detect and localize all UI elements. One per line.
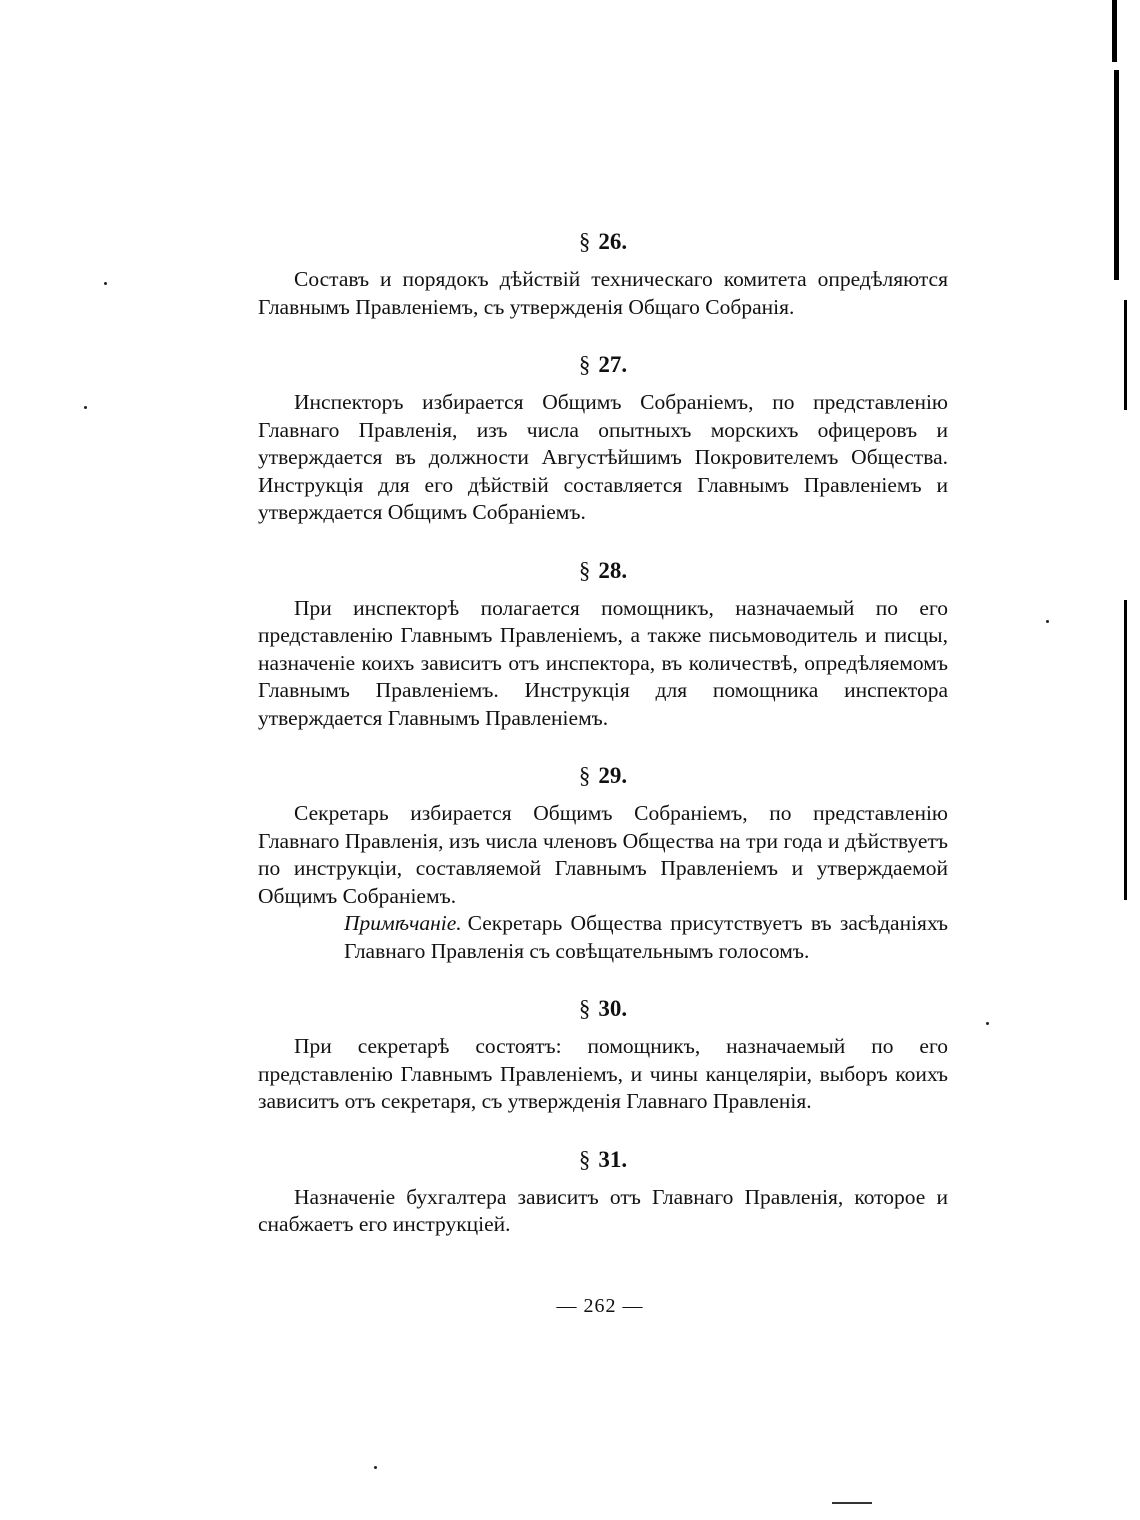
section-mark: § bbox=[578, 996, 591, 1021]
paragraph: При секретарѣ состоятъ: помощникъ, назначаемый по его представленію Главнымъ Правленіемъ, и чины канцеляріи, выборъ коихъ зависитъ отъ секретаря, съ утвержденія Главнаго Правленія. bbox=[258, 1034, 948, 1113]
section-heading bbox=[258, 991, 948, 1027]
section-mark: § bbox=[578, 229, 591, 254]
scan-edge-line bbox=[1124, 300, 1127, 410]
paragraph: Секретарь избирается Общимъ Собраніемъ, по представленію Главнаго Правленія, изъ числа членовъ Общества на три года и дѣйствуетъ по инструкціи, составляемой Главнымъ Правленіемъ и утверждаемой Общимъ Собраніемъ. bbox=[258, 801, 948, 908]
scan-edge-line bbox=[1112, 0, 1117, 62]
section-heading bbox=[258, 224, 948, 260]
section-27 bbox=[258, 347, 948, 527]
text-column bbox=[258, 224, 948, 1239]
section-heading bbox=[258, 347, 948, 383]
note-text: Секретарь Общества присутствуетъ въ засѣданіяхъ Главнаго Правленія съ совѣщательнымъ голосомъ. bbox=[344, 911, 948, 963]
speck bbox=[986, 1022, 989, 1025]
speck bbox=[374, 1466, 377, 1469]
section-mark: § bbox=[578, 557, 591, 583]
paragraph: Составъ и порядокъ дѣйствій техническаго комитета опредѣляются Главнымъ Правленіемъ, съ утвержденія Общаго Собранія. bbox=[258, 267, 948, 319]
section-heading bbox=[258, 1142, 948, 1178]
section-number: 29. bbox=[598, 763, 628, 788]
section-mark: § bbox=[578, 763, 591, 788]
scan-edge-line bbox=[1114, 70, 1119, 280]
paragraph: При инспекторѣ полагается помощникъ, назначаемый по его представленію Главнымъ Правленіемъ, а также письмоводитель и писцы, назначеніе коихъ зависитъ отъ инспектора, въ количествѣ, опредѣляемомъ Главнымъ Правленіемъ. Инструкція для помощника инспектора утверждается Главнымъ Правленіемъ. bbox=[258, 595, 948, 730]
scan-edge-line bbox=[1124, 600, 1127, 900]
paragraph: Назначеніе бухгалтера зависитъ отъ Главнаго Правленія, которое и снабжаетъ его инструкціей. bbox=[258, 1184, 948, 1236]
paragraph: Инспекторъ избирается Общимъ Собраніемъ, по представленію Главнаго Правленія, изъ числа опытныхъ морскихъ офицеровъ и утверждается въ должности Августѣйшимъ Покровителемъ Общества. Инструкція для его дѣйствій составляется Главнымъ Правленіемъ и утверждается Общимъ Собраніемъ. bbox=[258, 390, 948, 524]
section-28 bbox=[258, 553, 948, 733]
section-number: 30. bbox=[598, 996, 628, 1021]
section-30 bbox=[258, 991, 948, 1116]
section-31 bbox=[258, 1142, 948, 1239]
section-number: 28. bbox=[598, 557, 628, 583]
note-label: Примѣчаніе. bbox=[344, 911, 462, 935]
section-mark: § bbox=[578, 352, 591, 377]
scan-mark bbox=[832, 1502, 872, 1504]
section-number: 31. bbox=[598, 1146, 628, 1172]
section-number: 27. bbox=[598, 352, 628, 377]
section-mark: § bbox=[578, 1146, 591, 1172]
section-26 bbox=[258, 224, 948, 321]
section-29 bbox=[258, 758, 948, 965]
page-number: — 262 — bbox=[556, 1295, 644, 1317]
speck bbox=[84, 406, 87, 409]
section-heading bbox=[258, 758, 948, 794]
speck bbox=[1046, 620, 1049, 623]
note bbox=[344, 910, 948, 965]
section-heading bbox=[258, 553, 948, 589]
speck bbox=[104, 282, 107, 285]
section-number: 26. bbox=[598, 229, 628, 254]
